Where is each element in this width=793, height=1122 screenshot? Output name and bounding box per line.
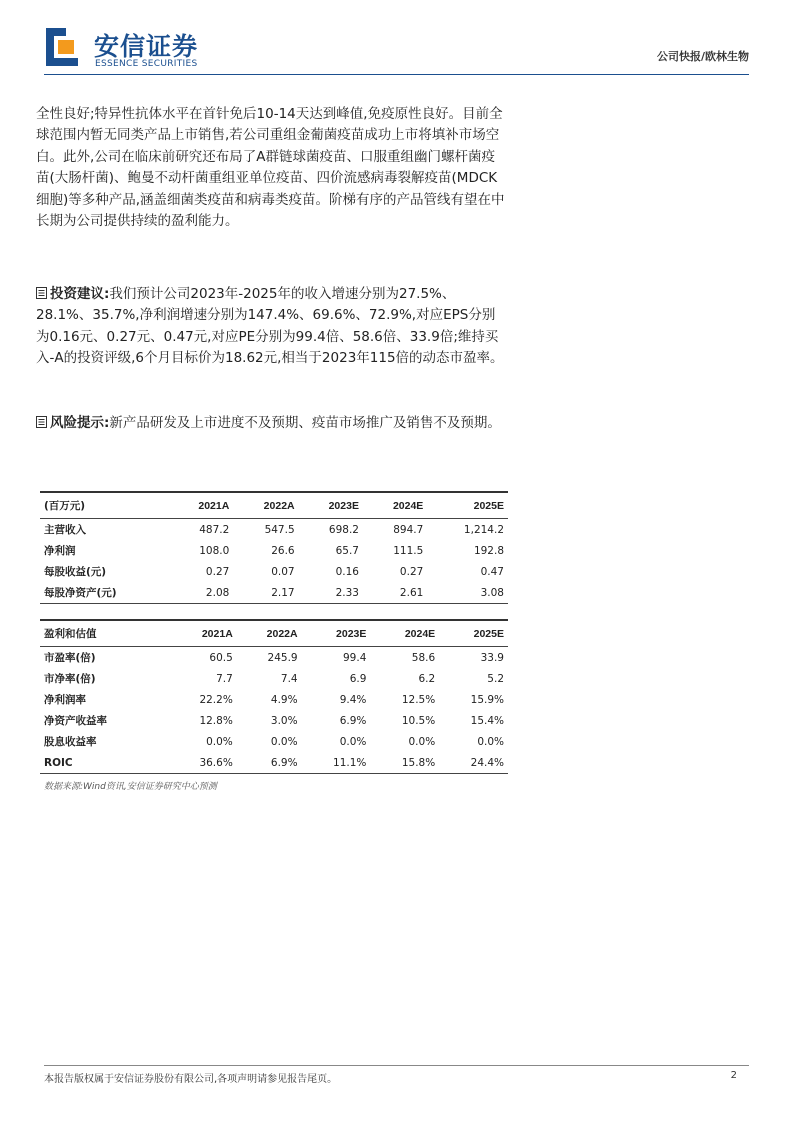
table-cell: 547.5: [264, 523, 295, 536]
table-cell: 2.08: [205, 586, 230, 599]
table-header-cell: 2021A: [168, 620, 237, 647]
table-row: [40, 647, 508, 669]
table-cell: 33.9: [480, 651, 504, 664]
book-icon: [36, 416, 47, 428]
book-icon: [36, 287, 47, 299]
row-label: 净利润: [44, 545, 76, 557]
table-row: [40, 689, 508, 710]
table-cell: 3.0%: [270, 714, 298, 727]
table-cell: 10.5%: [401, 714, 436, 727]
table-cell: 0.0%: [477, 735, 504, 748]
table-cell: 0.27: [205, 565, 230, 578]
data-source-note: 数据来源:Wind资讯,安信证券研究中心预测: [44, 782, 217, 792]
row-label: 净利润率: [44, 694, 86, 706]
table-row: [40, 752, 508, 774]
table-cell: 0.0%: [270, 735, 298, 748]
page-header: [44, 26, 749, 74]
table-row: [40, 540, 508, 561]
table-header-cell: 盈利和估值: [40, 620, 168, 647]
risk-warning-paragraph: [36, 413, 506, 434]
table-cell: 15.9%: [470, 693, 504, 706]
table-cell: 894.7: [393, 523, 424, 536]
table-cell: 0.47: [480, 565, 504, 578]
table-header-cell: 2022A: [237, 620, 302, 647]
table-cell: 22.2%: [199, 693, 233, 706]
essence-logo-icon: [44, 26, 80, 68]
table-cell: 99.4: [343, 651, 367, 664]
table-header-row: [40, 492, 508, 519]
table-cell: 24.4%: [470, 756, 504, 769]
row-label: ROIC: [44, 756, 73, 769]
table-row: [40, 519, 508, 541]
row-label: 每股收益(元): [44, 566, 107, 578]
table-cell: 4.9%: [270, 693, 298, 706]
table-cell: 698.2: [328, 523, 359, 536]
table-cell: 58.6: [411, 651, 436, 664]
row-label: 净资产收益率: [44, 715, 107, 727]
table-cell: 0.16: [335, 565, 359, 578]
table-header-cell: 2025E: [439, 620, 508, 647]
financial-summary-table: [40, 491, 508, 604]
header-divider: [44, 74, 749, 75]
table-cell: 2.17: [271, 586, 295, 599]
row-label: 市净率(倍): [44, 673, 96, 685]
table-header-row: [40, 620, 508, 647]
table-cell: 2.33: [335, 586, 359, 599]
table-cell: 0.0%: [408, 735, 436, 748]
table-header-cell: 2021A: [168, 492, 233, 519]
investment-advice-text: 我们预计公司2023年-2025年的收入增速分别为27.5%、28.1%、35.7%,净利润增速分别为147.4%、69.6%、72.9%,对应EPS分别为0.16元、0.27元、0.47元,对应PE分别为99.4倍、58.6倍、33.9倍;维持买入-A的投资评级,6个月目标价为18.62元,相当于2023年115倍的动态市盈率。: [36, 286, 504, 367]
table-row: [40, 731, 508, 752]
table-cell: 6.9: [349, 672, 367, 685]
table-header-cell: (百万元): [40, 492, 168, 519]
table-header-cell: 2023E: [299, 492, 363, 519]
investment-advice-label: 投资建议:: [50, 286, 110, 302]
table-row: [40, 668, 508, 689]
table-cell: 15.4%: [470, 714, 504, 727]
profitability-valuation-table: [40, 619, 508, 774]
table-cell: 12.5%: [401, 693, 436, 706]
table-cell: 26.6: [271, 544, 295, 557]
table-cell: 6.9%: [339, 714, 367, 727]
table-cell: 6.2: [418, 672, 436, 685]
table-cell: 6.9%: [270, 756, 298, 769]
table-header-cell: 2024E: [363, 492, 427, 519]
table-cell: 1,214.2: [463, 523, 504, 536]
table-cell: 12.8%: [199, 714, 233, 727]
table-cell: 65.7: [335, 544, 359, 557]
table-row: [40, 710, 508, 731]
footer-divider: [44, 1065, 749, 1066]
pipeline-paragraph: 全性良好;特异性抗体水平在首针免后10-14天达到峰值,免疫原性良好。目前全球范围内暂无同类产品上市销售,若公司重组金葡菌疫苗成功上市将填补市场空白。此外,公司在临床前研究还布局了A群链球菌疫苗、口服重组幽门螺杆菌疫苗(大肠杆菌)、鲍曼不动杆菌重组亚单位疫苗、四价流感病毒裂解疫苗(MDCK细胞)等多种产品,涵盖细菌类疫苗和病毒类疫苗。阶梯有序的产品管线有望在中长期为公司提供持续的盈利能力。: [36, 106, 505, 230]
table-header-cell: 2025E: [427, 492, 508, 519]
table-cell: 0.27: [399, 565, 424, 578]
logo-english-name: ESSENCE SECURITIES: [95, 59, 198, 69]
table-cell: 15.8%: [401, 756, 436, 769]
row-label: 主营收入: [44, 524, 86, 536]
table-cell: 487.2: [199, 523, 230, 536]
table-cell: 7.7: [216, 672, 233, 685]
table-cell: 2.61: [399, 586, 424, 599]
table-header-cell: 2023E: [302, 620, 371, 647]
table-cell: 60.5: [209, 651, 233, 664]
table-cell: 192.8: [473, 544, 504, 557]
row-label: 每股净资产(元): [44, 587, 117, 599]
table-cell: 7.4: [280, 672, 298, 685]
row-label: 股息收益率: [44, 736, 97, 748]
risk-warning-label: 风险提示:: [50, 415, 110, 431]
report-type-label: 公司快报/欧林生物: [656, 50, 749, 63]
table-cell: 108.0: [199, 544, 230, 557]
investment-advice-paragraph: [36, 284, 506, 370]
table-cell: 245.9: [267, 651, 298, 664]
table-header-cell: 2022A: [233, 492, 298, 519]
copyright-disclaimer: 本报告版权属于安信证券股份有限公司,各项声明请参见报告尾页。: [44, 1074, 338, 1085]
table-cell: 36.6%: [199, 756, 233, 769]
table-cell: 9.4%: [339, 693, 367, 706]
risk-warning-text: 新产品研发及上市进度不及预期、疫苗市场推广及销售不及预期。: [109, 415, 501, 431]
logo-chinese-name: 安信证券: [94, 32, 199, 61]
table-row: [40, 561, 508, 582]
table-cell: 111.5: [393, 544, 424, 557]
row-label: 市盈率(倍): [44, 652, 96, 664]
table-header-cell: 2024E: [370, 620, 439, 647]
table-cell: 0.0%: [206, 735, 233, 748]
page-number: 2: [730, 1070, 737, 1081]
table-cell: 5.2: [487, 672, 504, 685]
table-cell: 3.08: [480, 586, 504, 599]
table-row: [40, 582, 508, 604]
table-cell: 11.1%: [333, 756, 367, 769]
table-cell: 0.0%: [339, 735, 367, 748]
table-cell: 0.07: [271, 565, 295, 578]
